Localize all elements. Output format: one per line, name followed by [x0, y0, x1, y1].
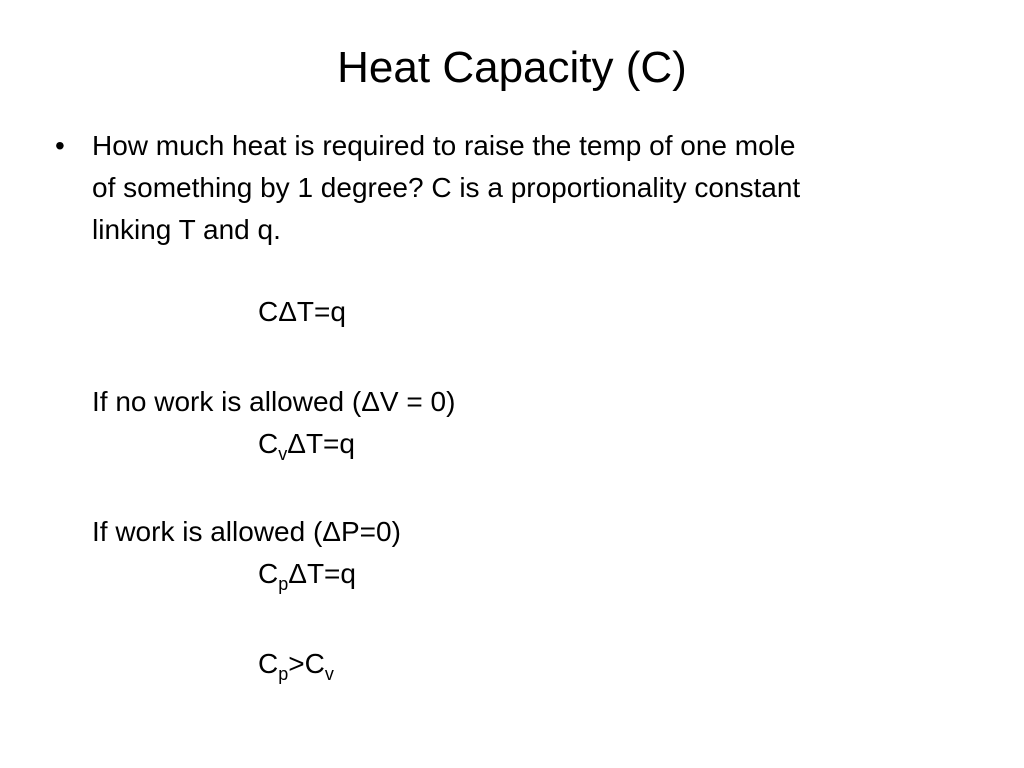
ineq-right-base: C: [304, 648, 325, 679]
equation-cp: [258, 553, 356, 598]
cv-subscript: v: [278, 444, 288, 464]
ineq-operator: >: [288, 648, 305, 679]
condition-no-work: If no work is allowed (ΔV = 0): [92, 386, 456, 417]
ineq-right-subscript: v: [324, 664, 334, 684]
cp-rest: ΔT=q: [288, 558, 356, 589]
equation-cv: [258, 423, 355, 468]
ineq-left-subscript: p: [278, 664, 289, 684]
bullet-marker: •: [55, 130, 65, 161]
cp-base: C: [258, 558, 279, 589]
bullet-paragraph: [92, 125, 972, 251]
bullet-line-1: How much heat is required to raise the temp of one mole: [92, 130, 796, 161]
condition-work-allowed: If work is allowed (ΔP=0): [92, 516, 401, 547]
cv-rest: ΔT=q: [287, 428, 355, 459]
ineq-left-base: C: [258, 648, 279, 679]
bullet-line-3: linking T and q.: [92, 214, 281, 245]
cv-base: C: [258, 428, 279, 459]
equation-heat-capacity: CΔT=q: [258, 296, 346, 327]
inequality-cp-cv: [258, 643, 334, 688]
bullet-line-2: of something by 1 degree? C is a proportionality constant: [92, 172, 801, 203]
slide-title: Heat Capacity (C): [337, 43, 687, 92]
cp-subscript: p: [278, 574, 289, 594]
